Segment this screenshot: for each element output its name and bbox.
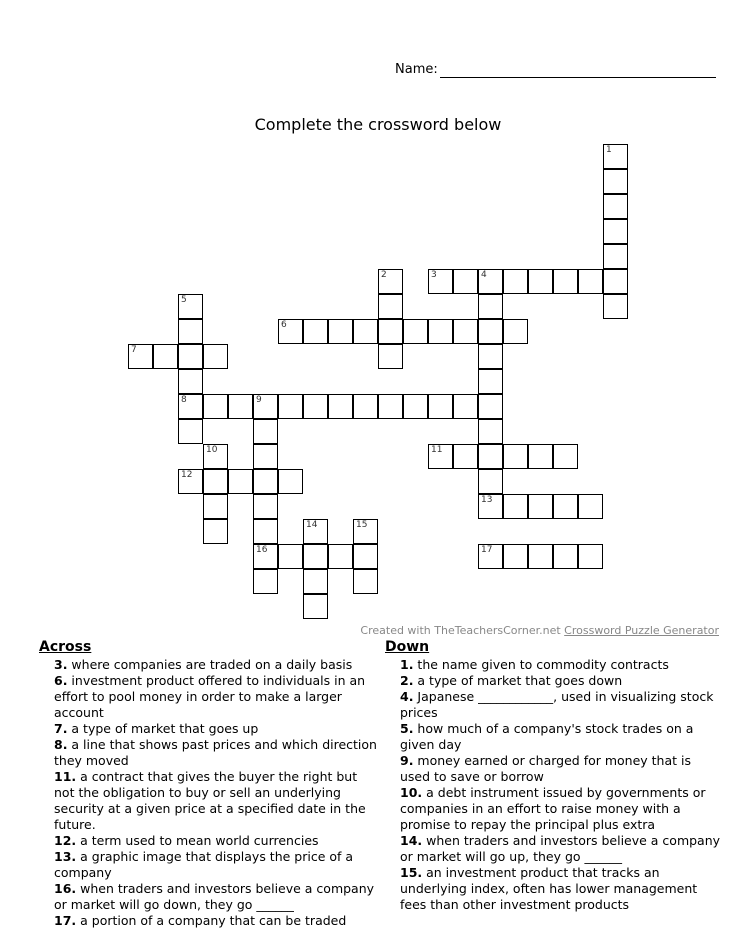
crossword-cell[interactable]	[503, 544, 528, 569]
crossword-cell[interactable]	[253, 419, 278, 444]
crossword-cell[interactable]	[203, 344, 228, 369]
crossword-cell[interactable]	[478, 494, 503, 519]
crossword-cell[interactable]	[178, 319, 203, 344]
crossword-cell[interactable]	[603, 244, 628, 269]
clue-number: 14	[306, 520, 318, 530]
name-label: Name:	[395, 62, 438, 77]
credit-prefix: Created with TheTeachersCorner.net	[360, 624, 561, 637]
crossword-cell[interactable]	[453, 444, 478, 469]
crossword-cell[interactable]	[253, 569, 278, 594]
crossword-cell[interactable]	[478, 394, 503, 419]
crossword-cell[interactable]	[603, 269, 628, 294]
clue-number: 6	[281, 320, 287, 330]
clue-number: 10	[206, 445, 218, 455]
crossword-cell[interactable]	[453, 319, 478, 344]
across-clues	[39, 639, 379, 929]
generator-link[interactable]: Crossword Puzzle Generator	[564, 624, 719, 637]
clue-number: 13	[481, 495, 493, 505]
across-clue-12: 12. a term used to mean world currencies	[54, 833, 319, 848]
crossword-cell[interactable]	[303, 394, 328, 419]
clue-number: 12	[181, 470, 193, 480]
crossword-cell[interactable]	[303, 569, 328, 594]
crossword-cell[interactable]	[303, 544, 328, 569]
crossword-cell[interactable]	[378, 319, 403, 344]
crossword-cell[interactable]	[403, 319, 428, 344]
clue-number: 8	[181, 395, 187, 405]
crossword-cell[interactable]	[328, 319, 353, 344]
crossword-cell[interactable]	[478, 344, 503, 369]
crossword-cell[interactable]	[603, 194, 628, 219]
down-clue-9: 9. money earned or charged for money that is used to save or borrow	[400, 753, 692, 784]
crossword-cell[interactable]	[203, 494, 228, 519]
crossword-cell[interactable]	[203, 444, 228, 469]
crossword-cell[interactable]	[378, 269, 403, 294]
crossword-cell[interactable]	[203, 394, 228, 419]
crossword-cell[interactable]	[503, 269, 528, 294]
across-clue-11: 11. a contract that gives the buyer the right but not the obligation to buy or sell an underlying security at a given price at a specified date in the future.	[54, 769, 366, 832]
across-clue-3: 3. where companies are traded on a daily basis	[54, 657, 353, 672]
crossword-cell[interactable]	[528, 494, 553, 519]
down-clue-1: 1. the name given to commodity contracts	[400, 657, 669, 672]
across-clue-8: 8. a line that shows past prices and which direction they moved	[54, 737, 377, 768]
crossword-cell[interactable]	[603, 219, 628, 244]
crossword-cell[interactable]	[178, 294, 203, 319]
down-clue-10: 10. a debt instrument issued by governments or companies in an effort to raise money with a promise to repay the principal plus extra	[400, 785, 706, 832]
crossword-cell[interactable]	[303, 319, 328, 344]
crossword-cell[interactable]	[353, 519, 378, 544]
clue-number: 5	[181, 295, 187, 305]
crossword-cell[interactable]	[428, 444, 453, 469]
down-clue-15: 15. an investment product that tracks an underlying index, often has lower management fees than other investment products	[400, 865, 698, 912]
down-clue-4: 4. Japanese ____________, used in visualizing stock prices	[400, 689, 714, 720]
clue-number: 16	[256, 545, 268, 555]
crossword-cell[interactable]	[503, 494, 528, 519]
crossword-cell[interactable]	[503, 319, 528, 344]
down-heading: Down	[385, 639, 430, 655]
crossword-cell[interactable]	[303, 594, 328, 619]
crossword-cell[interactable]	[253, 544, 278, 569]
crossword-cell[interactable]	[578, 269, 603, 294]
crossword-cell[interactable]	[178, 394, 203, 419]
crossword-cell[interactable]	[453, 269, 478, 294]
crossword-cell[interactable]	[553, 544, 578, 569]
crossword-cell[interactable]	[203, 469, 228, 494]
crossword-cell[interactable]	[553, 269, 578, 294]
crossword-cell[interactable]	[453, 394, 478, 419]
crossword-cell[interactable]	[253, 444, 278, 469]
crossword-cell[interactable]	[178, 419, 203, 444]
crossword-cell[interactable]	[478, 444, 503, 469]
down-clue-14: 14. when traders and investors believe a company or market will go up, they go ______	[400, 833, 721, 864]
across-list	[39, 657, 379, 929]
crossword-cell[interactable]	[303, 519, 328, 544]
crossword-cell[interactable]	[428, 394, 453, 419]
crossword-cell[interactable]	[478, 544, 503, 569]
crossword-cell[interactable]	[478, 469, 503, 494]
crossword-cell[interactable]	[278, 469, 303, 494]
crossword-cell[interactable]	[478, 419, 503, 444]
crossword-cell[interactable]	[478, 269, 503, 294]
crossword-cell[interactable]	[578, 494, 603, 519]
crossword-cell[interactable]	[253, 469, 278, 494]
clue-number: 2	[381, 270, 387, 280]
crossword-cell[interactable]	[428, 319, 453, 344]
crossword-cell[interactable]	[403, 394, 428, 419]
clue-number: 9	[256, 395, 262, 405]
crossword-cell[interactable]	[353, 394, 378, 419]
crossword-cell[interactable]	[428, 269, 453, 294]
crossword-cell[interactable]	[378, 294, 403, 319]
down-clue-5: 5. how much of a company's stock trades on a given day	[400, 721, 694, 752]
crossword-cell[interactable]	[528, 444, 553, 469]
crossword-cell[interactable]	[178, 344, 203, 369]
across-clue-7: 7. a type of market that goes up	[54, 721, 259, 736]
down-clues	[385, 639, 725, 913]
clue-number: 1	[606, 145, 612, 155]
clue-number: 15	[356, 520, 368, 530]
crossword-cell[interactable]	[603, 144, 628, 169]
crossword-cell[interactable]	[353, 544, 378, 569]
crossword-cell[interactable]	[553, 444, 578, 469]
crossword-cell[interactable]	[278, 394, 303, 419]
crossword-cell[interactable]	[328, 394, 353, 419]
crossword-cell[interactable]	[228, 469, 253, 494]
crossword-cell[interactable]	[278, 319, 303, 344]
crossword-cell[interactable]	[253, 394, 278, 419]
across-clue-16: 16. when traders and investors believe a company or market will go down, they go ______	[54, 881, 375, 912]
down-clue-2: 2. a type of market that goes down	[400, 673, 623, 688]
crossword-cell[interactable]	[203, 519, 228, 544]
crossword-cell[interactable]	[353, 319, 378, 344]
across-clue-6: 6. investment product offered to individuals in an effort to pool money in order to make a larger account	[54, 673, 366, 720]
crossword-cell[interactable]	[253, 519, 278, 544]
down-list	[385, 657, 725, 913]
across-heading: Across	[39, 639, 92, 655]
crossword-cell[interactable]	[578, 544, 603, 569]
crossword-cell[interactable]	[503, 444, 528, 469]
credit-line	[360, 624, 719, 637]
page-title: Complete the crossword below	[254, 115, 502, 134]
clue-number: 17	[481, 545, 493, 555]
crossword-cell[interactable]	[278, 544, 303, 569]
crossword-cell[interactable]	[478, 294, 503, 319]
crossword-cell[interactable]	[378, 344, 403, 369]
crossword-cell[interactable]	[253, 494, 278, 519]
crossword-cell[interactable]	[553, 494, 578, 519]
crossword-cell[interactable]	[153, 344, 178, 369]
across-clue-13: 13. a graphic image that displays the price of a company	[54, 849, 354, 880]
clue-number: 11	[431, 445, 443, 455]
crossword-cell[interactable]	[228, 394, 253, 419]
crossword-cell[interactable]	[178, 469, 203, 494]
clue-number: 7	[131, 345, 137, 355]
clue-number: 4	[481, 270, 487, 280]
crossword-cell[interactable]	[528, 269, 553, 294]
clue-number: 3	[431, 270, 437, 280]
crossword-cell[interactable]	[178, 369, 203, 394]
crossword-cell[interactable]	[528, 544, 553, 569]
crossword-cell[interactable]	[353, 569, 378, 594]
crossword-cell[interactable]	[478, 319, 503, 344]
crossword-cell[interactable]	[603, 294, 628, 319]
crossword-cell[interactable]	[478, 369, 503, 394]
crossword-cell[interactable]	[603, 169, 628, 194]
crossword-cell[interactable]	[128, 344, 153, 369]
crossword-cell[interactable]	[328, 544, 353, 569]
across-clue-17: 17. a portion of a company that can be traded	[54, 913, 347, 928]
crossword-cell[interactable]	[378, 394, 403, 419]
